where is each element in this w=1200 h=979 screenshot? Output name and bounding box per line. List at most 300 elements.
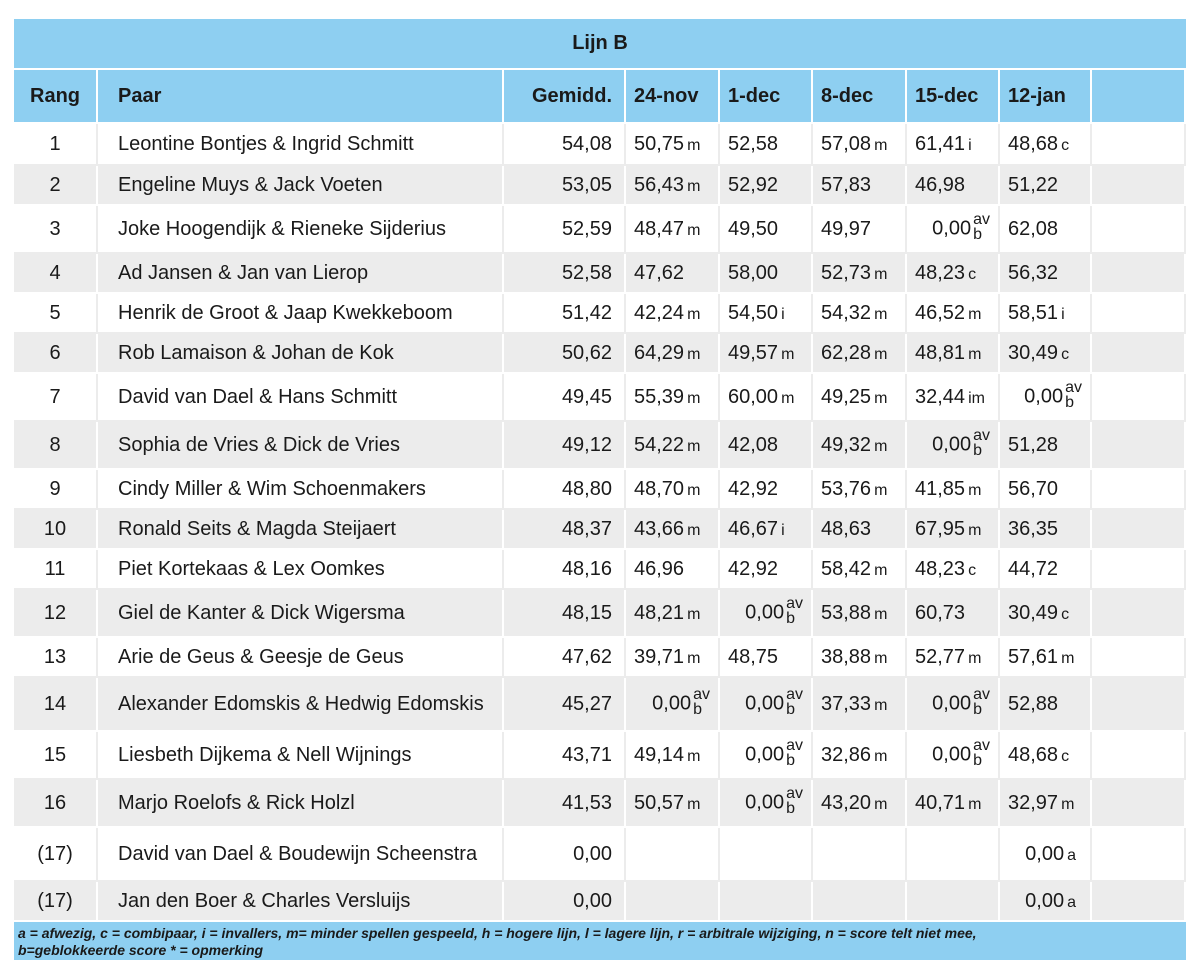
score-cell <box>813 294 907 334</box>
score-flag: i <box>781 521 785 539</box>
score-value: 43,20 <box>821 791 872 814</box>
score-cell <box>626 510 720 550</box>
score-cell <box>813 124 907 166</box>
score-cell <box>813 166 907 206</box>
score-value: 0,00 <box>1025 842 1065 865</box>
header-date: 24-nov <box>626 70 720 124</box>
score-flag: b <box>786 800 795 817</box>
score-value: 51,22 <box>1008 173 1059 196</box>
score-value: 60,00 <box>728 385 779 408</box>
average-cell: 48,15 <box>504 590 626 638</box>
score-value: 40,71 <box>915 791 966 814</box>
score-value: 49,57 <box>728 341 779 364</box>
score-value: 51,28 <box>1008 433 1059 456</box>
score-value: 47,62 <box>634 261 685 284</box>
score-flag: c <box>1061 605 1070 623</box>
score-cell <box>626 780 720 828</box>
score-flag: av <box>786 737 803 754</box>
score-flag: b <box>973 701 982 718</box>
score-cell <box>1000 294 1092 334</box>
score-cell <box>626 422 720 470</box>
empty-cell <box>1092 590 1186 638</box>
score-value: 62,28 <box>821 341 872 364</box>
score-value: 42,92 <box>728 557 779 580</box>
table-row <box>14 590 1186 638</box>
empty-cell <box>1092 334 1186 374</box>
score-value: 48,75 <box>728 645 779 668</box>
rank-cell: 2 <box>14 166 98 206</box>
score-value: 37,33 <box>821 692 872 715</box>
rank-cell: 14 <box>14 678 98 732</box>
score-flag: av <box>786 686 803 703</box>
score-cell <box>1000 638 1092 678</box>
score-flag: m <box>781 389 795 407</box>
pair-cell: Alexander Edomskis & Hedwig Edomskis <box>98 678 504 732</box>
score-value: 30,49 <box>1008 341 1059 364</box>
score-flag: m <box>687 605 701 623</box>
score-flag: m <box>687 437 701 455</box>
rank-cell: (17) <box>14 828 98 882</box>
score-flag: b <box>786 701 795 718</box>
score-cell <box>1000 124 1092 166</box>
table-row <box>14 374 1186 422</box>
pair-cell: Piet Kortekaas & Lex Oomkes <box>98 550 504 590</box>
average-cell: 49,12 <box>504 422 626 470</box>
score-cell <box>1000 780 1092 828</box>
score-value: 48,21 <box>634 601 685 624</box>
score-cell <box>907 732 1000 780</box>
score-cell <box>1000 590 1092 638</box>
score-flag: m <box>687 305 701 323</box>
score-value: 52,88 <box>1008 692 1059 715</box>
score-cell <box>907 882 1000 922</box>
score-cell <box>1000 334 1092 374</box>
score-cell <box>813 510 907 550</box>
score-flag: c <box>968 265 977 283</box>
score-flag: av <box>973 427 990 444</box>
rank-cell: 6 <box>14 334 98 374</box>
score-value: 43,66 <box>634 517 685 540</box>
score-cell <box>720 590 813 638</box>
score-value: 54,50 <box>728 301 779 324</box>
empty-cell <box>1092 206 1186 254</box>
average-cell: 54,08 <box>504 124 626 166</box>
empty-cell <box>1092 780 1186 828</box>
score-flag: i <box>1061 305 1065 323</box>
score-value: 46,98 <box>915 173 966 196</box>
score-flag-stack <box>693 687 710 717</box>
score-cell <box>720 334 813 374</box>
score-value: 0,00 <box>745 692 785 715</box>
score-flag: m <box>687 649 701 667</box>
score-value: 56,32 <box>1008 261 1059 284</box>
header-empty <box>1092 70 1186 124</box>
score-cell <box>1000 550 1092 590</box>
legend-line: a = afwezig, c = combipaar, i = invallers, m= minder spellen gespeeld, h = hogere lijn, l = lagere lijn, r = arbitrale wijziging, n = score telt niet mee, <box>18 925 977 941</box>
score-cell <box>907 638 1000 678</box>
score-flag: m <box>874 345 888 363</box>
pair-cell: Giel de Kanter & Dick Wigersma <box>98 590 504 638</box>
score-flag: c <box>1061 747 1070 765</box>
table-title: Lijn B <box>14 19 1186 70</box>
score-flag: b <box>973 752 982 769</box>
header-date: 12-jan <box>1000 70 1092 124</box>
score-cell <box>720 254 813 294</box>
header-paar: Paar <box>98 70 504 124</box>
score-value: 30,49 <box>1008 601 1059 624</box>
score-value: 36,35 <box>1008 517 1059 540</box>
header-row <box>14 70 1186 124</box>
score-cell <box>626 550 720 590</box>
average-cell: 51,42 <box>504 294 626 334</box>
score-cell <box>720 828 813 882</box>
score-value: 32,44 <box>915 385 966 408</box>
table-row <box>14 422 1186 470</box>
empty-cell <box>1092 422 1186 470</box>
score-value: 42,08 <box>728 433 779 456</box>
score-flag: av <box>786 785 803 802</box>
table-row <box>14 732 1186 780</box>
score-value: 39,71 <box>634 645 685 668</box>
average-cell: 50,62 <box>504 334 626 374</box>
score-flag: m <box>968 305 982 323</box>
rank-cell: 8 <box>14 422 98 470</box>
score-cell <box>626 732 720 780</box>
score-value: 32,97 <box>1008 791 1059 814</box>
score-flag: m <box>874 305 888 323</box>
score-flag: m <box>874 136 888 154</box>
score-value: 48,63 <box>821 517 872 540</box>
average-cell: 41,53 <box>504 780 626 828</box>
score-flag: m <box>874 437 888 455</box>
score-cell <box>907 590 1000 638</box>
score-cell <box>813 590 907 638</box>
rank-cell: 9 <box>14 470 98 510</box>
pair-cell: Ronald Seits & Magda Steijaert <box>98 510 504 550</box>
score-value: 0,00 <box>745 743 785 766</box>
average-cell: 49,45 <box>504 374 626 422</box>
score-flag-stack <box>786 786 803 816</box>
score-cell <box>907 470 1000 510</box>
score-value: 46,52 <box>915 301 966 324</box>
score-cell <box>626 590 720 638</box>
results-table <box>14 19 1186 922</box>
score-cell <box>907 166 1000 206</box>
header-date: 15-dec <box>907 70 1000 124</box>
score-flag: b <box>1065 394 1074 411</box>
average-cell: 0,00 <box>504 882 626 922</box>
table-row <box>14 470 1186 510</box>
score-flag-stack <box>973 687 990 717</box>
pair-cell: Arie de Geus & Geesje de Geus <box>98 638 504 678</box>
score-flag: b <box>973 226 982 243</box>
score-cell <box>626 828 720 882</box>
empty-cell <box>1092 374 1186 422</box>
score-cell <box>720 294 813 334</box>
score-flag: m <box>874 649 888 667</box>
score-flag: m <box>968 795 982 813</box>
score-cell <box>720 780 813 828</box>
score-value: 46,67 <box>728 517 779 540</box>
score-flag: m <box>874 605 888 623</box>
empty-cell <box>1092 678 1186 732</box>
score-cell <box>907 780 1000 828</box>
header-date: 8-dec <box>813 70 907 124</box>
score-cell <box>626 294 720 334</box>
score-value: 48,81 <box>915 341 966 364</box>
empty-cell <box>1092 638 1186 678</box>
average-cell: 48,80 <box>504 470 626 510</box>
score-flag: m <box>968 521 982 539</box>
score-value: 52,73 <box>821 261 872 284</box>
score-flag: av <box>973 211 990 228</box>
empty-cell <box>1092 294 1186 334</box>
score-cell <box>626 334 720 374</box>
pair-cell: Joke Hoogendijk & Rieneke Sijderius <box>98 206 504 254</box>
score-cell <box>720 124 813 166</box>
score-flag: i <box>968 136 972 154</box>
score-flag: av <box>693 686 710 703</box>
score-flag-stack <box>786 596 803 626</box>
score-value: 57,83 <box>821 173 872 196</box>
score-cell <box>720 166 813 206</box>
score-flag: a <box>1067 893 1076 911</box>
score-flag: m <box>687 747 701 765</box>
score-flag: m <box>968 345 982 363</box>
table-row <box>14 334 1186 374</box>
score-cell <box>813 732 907 780</box>
score-cell <box>1000 374 1092 422</box>
empty-cell <box>1092 470 1186 510</box>
average-cell: 52,58 <box>504 254 626 294</box>
score-value: 49,97 <box>821 217 872 240</box>
score-flag: av <box>973 737 990 754</box>
header-rang: Rang <box>14 70 98 124</box>
score-cell <box>813 470 907 510</box>
score-value: 49,50 <box>728 217 779 240</box>
score-value: 48,23 <box>915 261 966 284</box>
score-flag: m <box>1061 795 1075 813</box>
score-value: 48,23 <box>915 557 966 580</box>
empty-cell <box>1092 510 1186 550</box>
score-value: 42,24 <box>634 301 685 324</box>
rank-cell: 11 <box>14 550 98 590</box>
score-flag: m <box>874 795 888 813</box>
score-flag: m <box>687 345 701 363</box>
table-row <box>14 166 1186 206</box>
score-cell <box>720 732 813 780</box>
score-cell <box>813 254 907 294</box>
score-value: 41,85 <box>915 477 966 500</box>
score-cell <box>1000 828 1092 882</box>
score-value: 0,00 <box>1025 889 1065 912</box>
score-cell <box>813 780 907 828</box>
score-cell <box>626 206 720 254</box>
score-flag-stack <box>1065 380 1082 410</box>
pair-cell: Cindy Miller & Wim Schoenmakers <box>98 470 504 510</box>
average-cell: 45,27 <box>504 678 626 732</box>
score-flag: b <box>786 752 795 769</box>
score-value: 46,96 <box>634 557 685 580</box>
score-flag: m <box>1061 649 1075 667</box>
rank-cell: 5 <box>14 294 98 334</box>
score-value: 52,58 <box>728 132 779 155</box>
score-cell <box>1000 732 1092 780</box>
legend <box>14 922 1186 960</box>
average-cell: 43,71 <box>504 732 626 780</box>
score-cell <box>907 124 1000 166</box>
score-value: 58,00 <box>728 261 779 284</box>
score-value: 0,00 <box>745 791 785 814</box>
table-row <box>14 206 1186 254</box>
score-cell <box>907 206 1000 254</box>
score-cell <box>720 422 813 470</box>
score-flag-stack <box>973 428 990 458</box>
score-cell <box>720 206 813 254</box>
table-row <box>14 254 1186 294</box>
score-cell <box>907 550 1000 590</box>
score-flag: m <box>874 265 888 283</box>
score-value: 64,29 <box>634 341 685 364</box>
table-row <box>14 294 1186 334</box>
empty-cell <box>1092 882 1186 922</box>
score-value: 57,61 <box>1008 645 1059 668</box>
score-cell <box>626 678 720 732</box>
score-cell <box>626 166 720 206</box>
score-value: 57,08 <box>821 132 872 155</box>
pair-cell: Marjo Roelofs & Rick Holzl <box>98 780 504 828</box>
rank-cell: (17) <box>14 882 98 922</box>
score-value: 50,57 <box>634 791 685 814</box>
empty-cell <box>1092 124 1186 166</box>
score-flag: c <box>968 561 977 579</box>
table-row <box>14 678 1186 732</box>
score-cell <box>907 294 1000 334</box>
empty-cell <box>1092 732 1186 780</box>
score-cell <box>813 678 907 732</box>
table-row <box>14 780 1186 828</box>
score-cell <box>720 678 813 732</box>
rank-cell: 10 <box>14 510 98 550</box>
score-flag: m <box>687 795 701 813</box>
empty-cell <box>1092 550 1186 590</box>
score-value: 0,00 <box>745 601 785 624</box>
score-flag: m <box>687 177 701 195</box>
score-value: 44,72 <box>1008 557 1059 580</box>
score-value: 48,47 <box>634 217 685 240</box>
score-cell <box>907 828 1000 882</box>
score-flag: b <box>786 610 795 627</box>
legend-line: b=geblokkeerde score * = opmerking <box>18 942 264 958</box>
score-value: 53,76 <box>821 477 872 500</box>
header-gemiddeld: Gemidd. <box>504 70 626 124</box>
rank-cell: 16 <box>14 780 98 828</box>
score-value: 49,32 <box>821 433 872 456</box>
pair-cell: David van Dael & Hans Schmitt <box>98 374 504 422</box>
score-cell <box>626 374 720 422</box>
score-flag: m <box>687 481 701 499</box>
score-value: 52,77 <box>915 645 966 668</box>
score-cell <box>626 638 720 678</box>
average-cell: 53,05 <box>504 166 626 206</box>
score-flag: av <box>973 686 990 703</box>
score-cell <box>813 422 907 470</box>
score-cell <box>720 374 813 422</box>
score-cell <box>1000 254 1092 294</box>
score-cell <box>720 638 813 678</box>
score-value: 49,25 <box>821 385 872 408</box>
score-cell <box>1000 678 1092 732</box>
table-row <box>14 550 1186 590</box>
score-value: 61,41 <box>915 132 966 155</box>
score-cell <box>626 254 720 294</box>
score-flag: m <box>874 747 888 765</box>
score-value: 48,68 <box>1008 743 1059 766</box>
score-cell <box>626 470 720 510</box>
pair-cell: David van Dael & Boudewijn Scheenstra <box>98 828 504 882</box>
score-flag: m <box>874 481 888 499</box>
score-flag: m <box>874 696 888 714</box>
pair-cell: Rob Lamaison & Johan de Kok <box>98 334 504 374</box>
score-cell <box>813 828 907 882</box>
score-value: 49,14 <box>634 743 685 766</box>
score-value: 60,73 <box>915 601 966 624</box>
score-cell <box>1000 422 1092 470</box>
score-cell <box>1000 470 1092 510</box>
rank-cell: 4 <box>14 254 98 294</box>
score-value: 56,43 <box>634 173 685 196</box>
rank-cell: 12 <box>14 590 98 638</box>
score-flag: m <box>687 136 701 154</box>
score-cell <box>626 124 720 166</box>
score-flag: c <box>1061 136 1070 154</box>
score-flag-stack <box>786 687 803 717</box>
average-cell: 48,37 <box>504 510 626 550</box>
score-value: 0,00 <box>932 743 972 766</box>
score-cell <box>813 374 907 422</box>
score-cell <box>813 334 907 374</box>
empty-cell <box>1092 828 1186 882</box>
score-flag: m <box>968 481 982 499</box>
score-flag: m <box>687 521 701 539</box>
table-row <box>14 882 1186 922</box>
score-flag: i <box>781 305 785 323</box>
score-value: 0,00 <box>932 692 972 715</box>
score-value: 0,00 <box>652 692 692 715</box>
score-cell <box>907 422 1000 470</box>
score-flag: b <box>693 701 702 718</box>
score-value: 53,88 <box>821 601 872 624</box>
score-flag: m <box>687 389 701 407</box>
score-flag-stack <box>973 212 990 242</box>
score-value: 32,86 <box>821 743 872 766</box>
rank-cell: 15 <box>14 732 98 780</box>
score-cell <box>626 882 720 922</box>
empty-cell <box>1092 166 1186 206</box>
table-row <box>14 828 1186 882</box>
pair-cell: Ad Jansen & Jan van Lierop <box>98 254 504 294</box>
rank-cell: 1 <box>14 124 98 166</box>
table-row <box>14 124 1186 166</box>
score-value: 48,68 <box>1008 132 1059 155</box>
score-cell <box>907 678 1000 732</box>
score-value: 58,42 <box>821 557 872 580</box>
pair-cell: Jan den Boer & Charles Versluijs <box>98 882 504 922</box>
average-cell: 48,16 <box>504 550 626 590</box>
results-table-container <box>14 19 1186 960</box>
average-cell: 52,59 <box>504 206 626 254</box>
score-value: 56,70 <box>1008 477 1059 500</box>
